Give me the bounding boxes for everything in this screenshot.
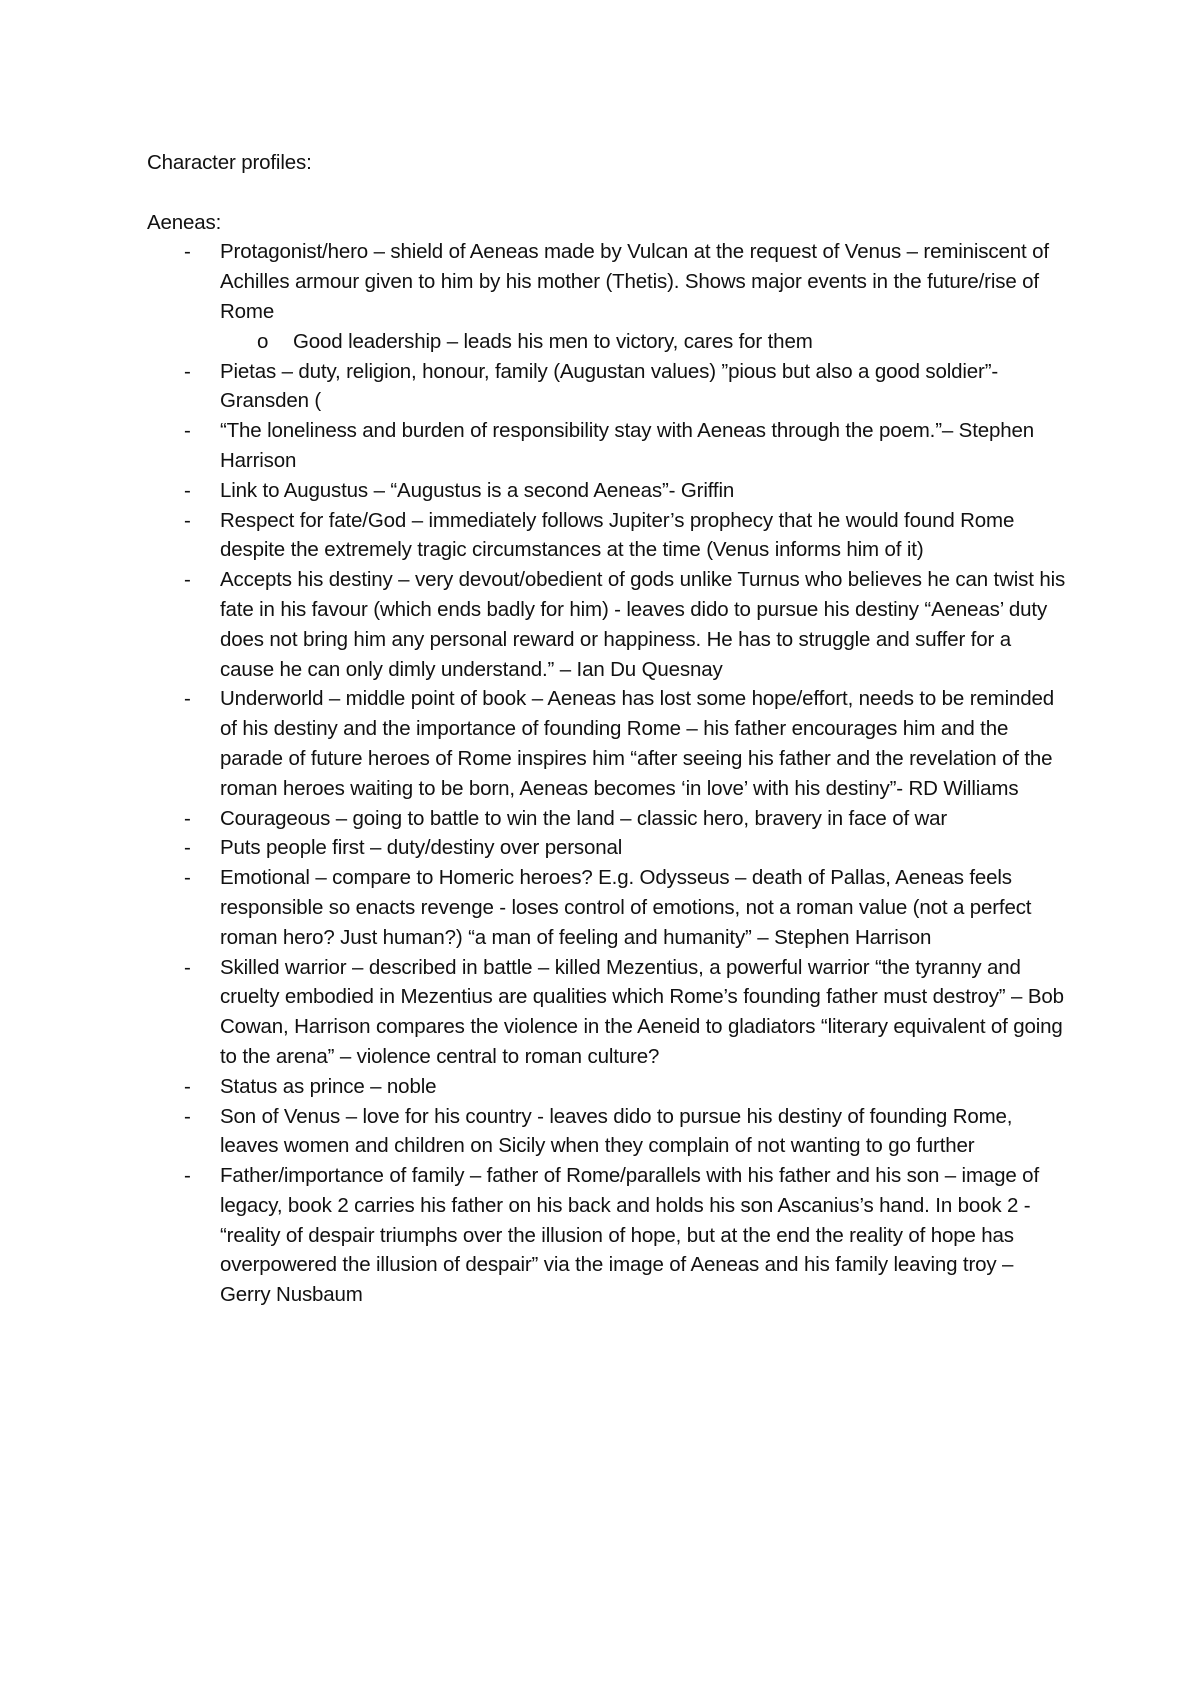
dash-marker: - (184, 866, 191, 890)
dash-marker: - (184, 806, 191, 830)
document-title: Character profiles: (147, 151, 312, 174)
dash-marker: - (184, 1074, 191, 1098)
list-item (147, 684, 1067, 803)
list-item-text: Accepts his destiny – very devout/obedient of gods unlike Turnus who believes he can twist his fate in his favour (which ends badly for him) - leaves dido to pursue his destiny “Aeneas’ duty does not bring him any personal reward or happiness. He has to struggle and suffer for a cause he can only dimly understand.” – Ian Du Quesnay (220, 568, 1066, 681)
dash-marker: - (184, 687, 191, 711)
list-item (147, 804, 1067, 834)
list-item-text: Son of Venus – love for his country - leaves dido to pursue his destiny of founding Rome, leaves women and children on Sicily when they complain of not wanting to go further (220, 1104, 1013, 1158)
list-item-text: Underworld – middle point of book – Aeneas has lost some hope/effort, needs to be reminded of his destiny and the importance of founding Rome – his father encourages him and the parade of future heroes of Rome inspires him “after seeing his father and the revelation of the roman heroes waiting to be born, Aeneas becomes ‘in love’ with his destiny”- RD Williams (220, 687, 1054, 800)
list-item (147, 237, 1067, 356)
list-item (147, 565, 1067, 684)
dash-marker: - (184, 419, 191, 443)
list-item-text: Respect for fate/God – immediately follows Jupiter’s prophecy that he would found Rome despite the extremely tragic circumstances at the time (Venus informs him of it) (220, 508, 1015, 562)
list-item-text: Pietas – duty, religion, honour, family (Augustan values) ”pious but also a good soldier”- Gransden ( (220, 359, 999, 413)
sub-list-item-text: Good leadership – leads his men to victory, cares for them (293, 329, 813, 353)
sub-list-item (220, 327, 1067, 357)
list-item-text: Emotional – compare to Homeric heroes? E.g. Odysseus – death of Pallas, Aeneas feels responsible so enacts revenge - loses control of emotions, not a roman value (not a perfect roman hero? Just human?) “a man of feeling and humanity” – Stephen Harrison (220, 866, 1032, 949)
dash-marker: - (184, 836, 191, 860)
list-item-text: Protagonist/hero – shield of Aeneas made by Vulcan at the request of Venus – reminiscent of Achilles armour given to him by his mother (Thetis). Shows major events in the future/rise of Rome (220, 240, 1049, 323)
aeneas-notes-list (147, 237, 1067, 1310)
dash-marker: - (184, 359, 191, 383)
document-body (147, 148, 1067, 1310)
list-item (147, 416, 1067, 476)
list-item (147, 476, 1067, 506)
dash-marker: - (184, 1164, 191, 1188)
list-item-text: Skilled warrior – described in battle – killed Mezentius, a powerful warrior “the tyranny and cruelty embodied in Mezentius are qualities which Rome’s founding father must destroy” – Bob Cowan, Harrison compares the violence in the Aeneid to gladiators “literary equivalent of going to the arena” – violence central to roman culture? (220, 955, 1064, 1068)
list-item (147, 953, 1067, 1072)
list-item (147, 1102, 1067, 1162)
list-item-text: “The loneliness and burden of responsibility stay with Aeneas through the poem.”– Stephen Harrison (220, 419, 1034, 472)
list-item (147, 833, 1067, 863)
list-item-text: Puts people first – duty/destiny over personal (220, 836, 623, 860)
circle-bullet-marker: o (257, 329, 269, 353)
dash-marker: - (184, 240, 191, 264)
dash-marker: - (184, 568, 191, 592)
list-item-text: Father/importance of family – father of Rome/parallels with his father and his son – image of legacy, book 2 carries his father on his back and holds his son Ascanius’s hand. In book 2 - “reality of despair triumphs over the illusion of hope, but at the end the reality of hope has overpowered the illusion of despair” via the image of Aeneas and his family leaving troy – Gerry Nusbaum (220, 1164, 1039, 1307)
list-item-text: Courageous – going to battle to win the land – classic hero, bravery in face of war (220, 806, 948, 830)
list-item (147, 357, 1067, 417)
dash-marker: - (184, 1104, 191, 1128)
list-item (147, 1072, 1067, 1102)
list-item-text: Link to Augustus – “Augustus is a second Aeneas”- Griffin (220, 478, 735, 502)
sub-list (220, 327, 1067, 357)
list-item (147, 506, 1067, 566)
dash-marker: - (184, 508, 191, 532)
dash-marker: - (184, 478, 191, 502)
dash-marker: - (184, 955, 191, 979)
section-heading-aeneas: Aeneas: (147, 210, 222, 234)
list-item (147, 1161, 1067, 1310)
list-item-text: Status as prince – noble (220, 1074, 437, 1098)
list-item (147, 863, 1067, 952)
